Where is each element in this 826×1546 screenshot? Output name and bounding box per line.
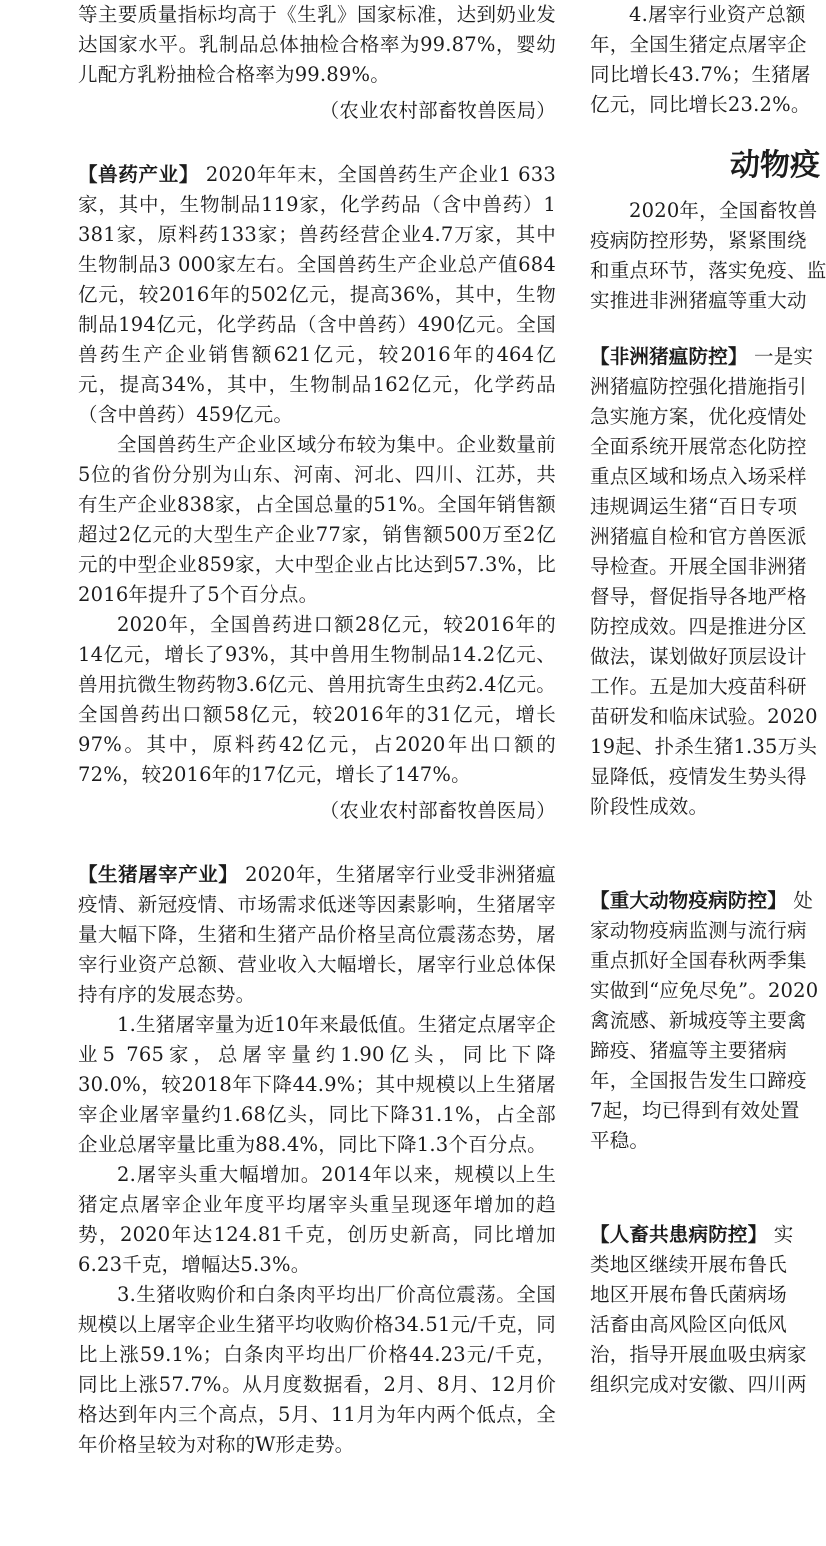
major-first-tail: 处 bbox=[793, 889, 814, 912]
zoonosis-keyword: 【人畜共患病防控】 bbox=[590, 1223, 768, 1246]
major-line: 重点抓好全国春秋两季集 bbox=[590, 949, 807, 972]
zoonosis-first-tail: 实 bbox=[773, 1223, 794, 1246]
vet-text-1: 2020年年末，全国兽药生产企业1 633家，其中，生物制品119家，化学药品（含中兽药）1 381家，原料药133家；兽药经营企业4.7万家，其中生物制品3 000家左右。全国兽药生产企业总产值684亿元，较2016年的502亿元，提高36%，其中，生物制品194亿元，化学药品（含中兽药）490亿元。全国兽药生产企业销售额621亿元，较2016年的464亿元，提高34%，其中，生物制品162亿元，化学药品（含中兽药）459亿元。 bbox=[78, 163, 556, 426]
zoonosis-first-line bbox=[590, 1220, 800, 1250]
asf-line: 苗研发和临床试验。2020 bbox=[590, 705, 818, 728]
asf-first-tail: 一是实 bbox=[754, 345, 814, 368]
asf-line: 急实施方案，优化疫情处 bbox=[590, 405, 807, 428]
asf-line: 全面系统开展常态化防控 bbox=[590, 435, 807, 458]
asf-line: 显降低，疫情发生势头得 bbox=[590, 765, 807, 788]
asf-line: 工作。五是加大疫苗科研 bbox=[590, 675, 807, 698]
section-heading: 动物疫 bbox=[730, 148, 820, 183]
asf-line: 导检查。开展全国非洲猪 bbox=[590, 555, 807, 578]
pig-text-1: 2020年，生猪屠宰行业受非洲猪瘟疫情、新冠疫情、市场需求低迷等因素影响，生猪屠宰量大幅下降，生猪和生猪产品价格呈高位震荡态势，屠宰行业资产总额、营业收入大幅增长，屠宰行业总体保持有序的发展态势。 bbox=[78, 863, 556, 1006]
major-line: 年，全国报告发生口蹄疫 bbox=[590, 1069, 807, 1092]
asf-first-line bbox=[590, 342, 814, 372]
vet-paragraph-3: 2020年，全国兽药进口额28亿元，较2016年的14亿元，增长了93%，其中兽用生物制品14.2亿元、兽用抗微生物药物3.6亿元、兽用抗寄生虫药2.4亿元。全国兽药出口额58亿元，较2016年的31亿元，增长97%。其中，原料药42亿元，占2020年出口额的72%，较2016年的17亿元，增长了147%。 bbox=[78, 613, 556, 786]
major-keyword: 【重大动物疫病防控】 bbox=[590, 889, 788, 912]
asf-line: 19起、扑杀生猪1.35万头 bbox=[590, 735, 818, 758]
major-line: 家动物疫病监测与流行病 bbox=[590, 919, 807, 942]
vet-source: （农业农村部畜牧兽医局） bbox=[319, 799, 556, 822]
right-top-line-2: 年，全国生猪定点屠宰企 bbox=[590, 33, 807, 56]
left-column bbox=[78, 0, 556, 1546]
vet-keyword: 【兽药产业】 bbox=[78, 163, 199, 186]
intro-paragraph: 等主要质量指标均高于《生乳》国家标准，达到奶业发达国家水平。乳制品总体抽检合格率为99.87%，婴幼儿配方乳粉抽检合格率为99.89%。 bbox=[78, 3, 556, 86]
right-intro-line-2: 疫病防控形势，紧紧围绕 bbox=[590, 229, 807, 252]
asf-keyword: 【非洲猪瘟防控】 bbox=[590, 345, 748, 368]
asf-line: 洲猪瘟防控强化措施指引 bbox=[590, 375, 807, 398]
source-attribution: （农业农村部畜牧兽医局） bbox=[319, 99, 556, 122]
asf-line: 防控成效。四是推进分区 bbox=[590, 615, 807, 638]
right-intro-line-1: 2020年，全国畜牧兽 bbox=[629, 199, 818, 222]
pig-paragraph-1 bbox=[78, 860, 556, 1010]
pig-paragraph-4: 3.生猪收购价和白条肉平均出厂价高位震荡。全国规模以上屠宰企业生猪平均收购价格34.51元/千克，同比上涨59.1%；白条肉平均出厂价格44.23元/千克，同比上涨57.7%。从月度数据看，2月、8月、12月价格达到年内三个高点，5月、11月为年内两个低点，全年价格呈较为对称的W形走势。 bbox=[78, 1283, 556, 1456]
pig-paragraph-3: 2.屠宰头重大幅增加。2014年以来，规模以上生猪定点屠宰企业年度平均屠宰头重呈现逐年增加的趋势，2020年达124.81千克，创历史新高，同比增加6.23千克，增幅达5.3%。 bbox=[78, 1163, 556, 1276]
asf-line: 洲猪瘟自检和官方兽医派 bbox=[590, 525, 807, 548]
pig-paragraph-2: 1.生猪屠宰量为近10年来最低值。生猪定点屠宰企业5 765家，总屠宰量约1.90亿头，同比下降30.0%，较2018年下降44.9%；其中规模以上生猪屠宰企业屠宰量约1.68亿头，同比下降31.1%，占全部企业总屠宰量比重为88.4%，同比下降1.3个百分点。 bbox=[78, 1013, 556, 1156]
asf-line: 重点区域和场点入场采样 bbox=[590, 465, 807, 488]
major-line: 蹄疫、猪瘟等主要猪病 bbox=[590, 1039, 788, 1062]
right-column bbox=[590, 0, 826, 1546]
right-top-line-4: 亿元，同比增长23.2%。 bbox=[590, 93, 811, 116]
major-line: 实做到“应免尽免”。2020 bbox=[590, 979, 819, 1002]
asf-line: 违规调运生猪“百日专项 bbox=[590, 495, 798, 518]
vet-paragraph-2: 全国兽药生产企业区域分布较为集中。企业数量前5位的省份分别为山东、河南、河北、四川、江苏，共有生产企业838家，占全国总量的51%。全国年销售额超过2亿元的大型生产企业77家，销售额500万至2亿元的中型企业859家，大中型企业占比达到57.3%，比2016年提升了5个百分点。 bbox=[78, 433, 556, 606]
major-line: 平稳。 bbox=[590, 1129, 650, 1152]
major-line: 禽流感、新城疫等主要禽 bbox=[590, 1009, 807, 1032]
vet-paragraph-1 bbox=[78, 160, 556, 430]
right-top-line-1: 4.屠宰行业资产总额 bbox=[629, 3, 806, 26]
zoonosis-line: 活畜由高风险区向低风 bbox=[590, 1313, 788, 1336]
asf-line: 做法，谋划做好顶层设计 bbox=[590, 645, 807, 668]
major-line: 7起，均已得到有效处置 bbox=[590, 1099, 800, 1122]
asf-line: 阶段性成效。 bbox=[590, 795, 709, 818]
zoonosis-line: 治，指导开展血吸虫病家 bbox=[590, 1343, 807, 1366]
zoonosis-line: 组织完成对安徽、四川两 bbox=[590, 1373, 807, 1396]
zoonosis-line: 地区开展布鲁氏菌病场 bbox=[590, 1283, 788, 1306]
zoonosis-line: 类地区继续开展布鲁氏 bbox=[590, 1253, 788, 1276]
pig-keyword: 【生猪屠宰产业】 bbox=[78, 863, 239, 886]
right-top-line-3: 同比增长43.7%；生猪屠 bbox=[590, 63, 811, 86]
right-intro-line-3: 和重点环节，落实免疫、监 bbox=[590, 259, 826, 282]
right-intro-line-4: 实推进非洲猪瘟等重大动 bbox=[590, 289, 807, 312]
asf-line: 督导，督促指导各地严格 bbox=[590, 585, 807, 608]
major-first-line bbox=[590, 886, 814, 916]
